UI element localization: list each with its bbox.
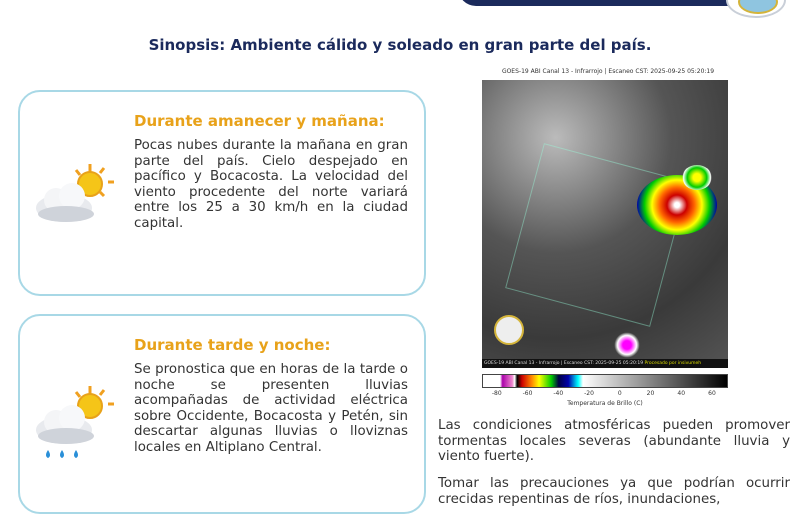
satellite-image [482, 80, 728, 368]
partly-cloudy-icon [34, 160, 114, 230]
morning-card [18, 90, 426, 296]
partly-cloudy-rain-icon [34, 382, 114, 472]
temperature-colorbar [482, 374, 728, 388]
colorbar-ticks: -80 -60 -40 -20 0 20 40 60 [491, 390, 716, 397]
satellite-caption: GOES-19 ABI Canal 13 - Infrarrojo | Escaneo CST: 2025-09-25 05:20:19 [501, 68, 715, 75]
morning-heading: Durante amanecer y mañana: [134, 112, 385, 130]
header-banner [458, 0, 748, 6]
evening-card [18, 314, 426, 514]
institution-seal-logo [726, 0, 786, 18]
page-title: Sinopsis: Ambiente cálido y soleado en gran parte del país. [148, 36, 652, 54]
evening-heading: Durante tarde y noche: [134, 336, 331, 354]
colorbar-label: Temperatura de Brillo (C) [567, 400, 643, 407]
note-precautions: Tomar las precauciones ya que podrían ocurrir crecidas repentinas de ríos, inundaciones, [438, 476, 790, 507]
insivumeh-logo [494, 315, 524, 345]
note-storms: Las condiciones atmosféricas pueden promover tormentas locales severas (abundante lluvia y viento fuerte). [438, 418, 790, 464]
morning-text: Pocas nubes durante la mañana en gran parte del país. Cielo despejado en pacífico y Bocacosta. La velocidad del viento procedente del norte variará entre los 25 a 30 km/h en la ciudad capital. [134, 138, 408, 231]
evening-text: Se pronostica que en horas de la tarde o noche se presenten lluvias acompañadas de actividad eléctrica sobre Occidente, Bocacosta y Petén, sin descartar algunas lluvias o lloviznas locales en Altiplano Central. [134, 362, 408, 455]
satellite-footer: GOES-19 ABI Canal 13 - Infrarrojo | Escaneo CST: 2025-09-25 05:20:19 Procesado por insivumeh [482, 359, 728, 368]
